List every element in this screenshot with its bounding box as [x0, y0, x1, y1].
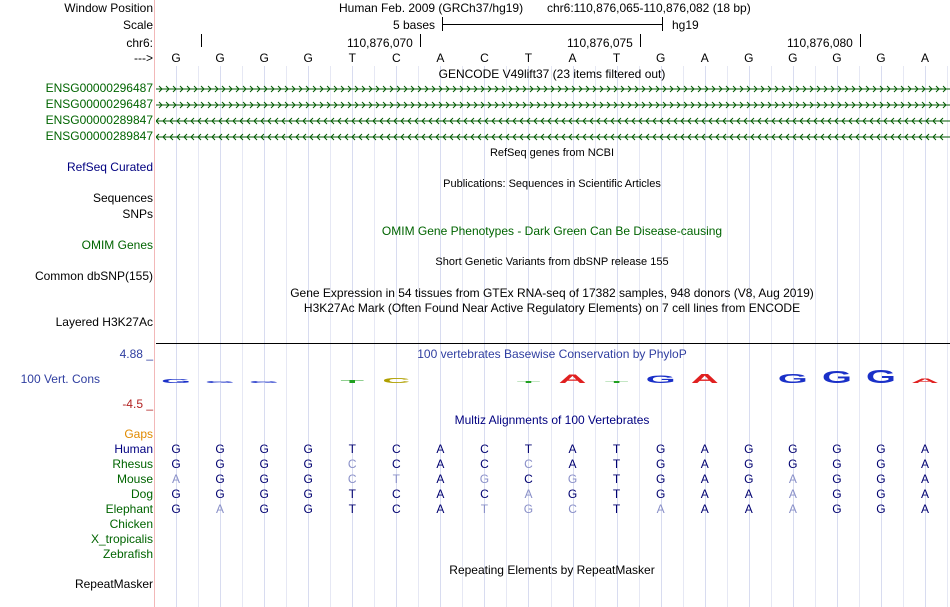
alignment-base: G [259, 457, 269, 471]
alignment-base: A [921, 442, 930, 456]
scale-label[interactable]: Scale [122, 18, 153, 32]
base-letter: T [612, 51, 621, 65]
alignment-base: G [788, 457, 798, 471]
alignment-base: C [480, 457, 489, 471]
gencode-item-label[interactable]: ENSG00000296487 [45, 81, 153, 95]
alignment-base: G [259, 472, 269, 486]
alignment-base: A [436, 502, 445, 516]
alignment-base: A [921, 472, 930, 486]
refseq-track-label[interactable]: RefSeq Curated [66, 160, 153, 174]
conservation-letter: C [382, 376, 411, 385]
alignment-base: A [788, 472, 797, 486]
alignment-base: G [171, 457, 181, 471]
alignment-base: G [259, 487, 269, 501]
species-label[interactable]: Zebrafish [102, 547, 153, 561]
species-label[interactable]: Mouse [116, 472, 153, 486]
gencode-feature[interactable] [156, 131, 950, 143]
scale-db-label: hg19 [672, 18, 699, 32]
alignment-base: G [303, 487, 313, 501]
base-letter: G [832, 51, 842, 65]
base-letter: G [876, 51, 886, 65]
conservation-letter: G [161, 378, 191, 385]
alignment-base: C [480, 487, 489, 501]
alignment-base: A [436, 472, 445, 486]
conservation-letter: T [604, 380, 629, 384]
alignment-base: G [832, 472, 842, 486]
strand-arrow-label[interactable]: ---> [134, 51, 153, 65]
species-label[interactable]: Elephant [105, 502, 153, 516]
window-position-value: chr6:110,876,065-110,876,082 (18 bp) [547, 1, 751, 15]
alignment-base: G [655, 442, 666, 456]
base-letter: G [171, 51, 181, 65]
alignment-base: G [303, 472, 313, 486]
repeatmasker-track-label[interactable]: RepeatMasker [74, 577, 153, 591]
base-letter: A [700, 51, 709, 65]
base-letter: A [568, 51, 577, 65]
sequences-track-label[interactable]: Sequences [92, 191, 153, 205]
ruler-tick [860, 34, 861, 47]
alignment-base: G [523, 502, 534, 516]
omim-track-title[interactable]: OMIM Gene Phenotypes - Dark Green Can Be Disease-causing [381, 224, 723, 238]
scale-bar [442, 17, 663, 31]
alignment-base: T [348, 502, 356, 516]
multiz-track-title[interactable]: Multiz Alignments of 100 Vertebrates [454, 413, 650, 427]
alignment-base: G [171, 487, 181, 501]
alignment-base: G [303, 502, 313, 516]
h3k27ac-baseline [156, 343, 950, 344]
alignment-base: A [171, 472, 180, 486]
alignment-base: A [568, 457, 577, 471]
species-label[interactable]: Chicken [109, 517, 153, 531]
gencode-feature[interactable] [156, 115, 950, 127]
base-letter: G [215, 51, 225, 65]
alignment-base: A [656, 502, 665, 516]
coord-label: 110,876,070 [347, 36, 413, 50]
conservation-letter: G [866, 366, 896, 388]
base-letter: A [921, 51, 930, 65]
alignment-base: C [391, 457, 401, 471]
dbsnp-track-title[interactable]: Short Genetic Variants from dbSNP release 155 [435, 256, 669, 268]
alignment-base: C [480, 442, 489, 456]
coord-label: 110,876,080 [787, 36, 853, 50]
conservation-min-label: -4.5 _ [122, 397, 153, 411]
alignment-base: G [832, 502, 842, 516]
dbsnp-track-label[interactable]: Common dbSNP(155) [34, 269, 153, 283]
alignment-base: A [921, 487, 930, 501]
alignment-base: A [436, 442, 445, 456]
alignment-base: T [348, 442, 356, 456]
alignment-base: C [391, 502, 401, 516]
alignment-base: G [876, 502, 886, 516]
alignment-base: G [876, 442, 886, 456]
gencode-item-label[interactable]: ENSG00000289847 [45, 129, 153, 143]
base-letter: G [655, 51, 666, 65]
scale-bases-label: 5 bases [393, 18, 436, 32]
alignment-base: T [612, 457, 621, 471]
ruler-tick [420, 34, 421, 47]
conservation-track-label[interactable]: 100 Vert. Cons [20, 372, 100, 386]
alignment-base: C [524, 472, 533, 486]
chrom-label[interactable]: chr6: [126, 36, 153, 50]
conservation-letter: A [690, 371, 719, 387]
gaps-label[interactable]: Gaps [124, 427, 153, 441]
conservation-letter: G [645, 373, 676, 386]
alignment-base: T [612, 502, 621, 516]
base-letter: G [259, 51, 269, 65]
alignment-base: A [700, 472, 709, 486]
alignment-base: G [303, 457, 313, 471]
alignment-base: G [259, 502, 269, 516]
alignment-base: G [567, 472, 578, 486]
alignment-base: G [215, 442, 225, 456]
ruler-tick [640, 34, 641, 47]
refseq-track-title[interactable]: RefSeq genes from NCBI [489, 147, 615, 159]
ruler-tick [201, 34, 202, 47]
h3k27ac-track-label[interactable]: Layered H3K27Ac [55, 315, 153, 329]
alignment-base: T [524, 442, 533, 456]
gencode-item-label[interactable]: ENSG00000296487 [45, 97, 153, 111]
alignment-base: T [612, 472, 621, 486]
omim-track-label[interactable]: OMIM Genes [81, 238, 153, 252]
alignment-base: A [788, 502, 797, 516]
alignment-base: A [921, 502, 930, 516]
sidebar-divider [154, 0, 155, 607]
gencode-feature[interactable] [156, 83, 950, 95]
alignment-base: G [876, 487, 886, 501]
alignment-base: T [348, 487, 356, 501]
conservation-letter: T [340, 379, 364, 384]
alignment-base: G [171, 442, 181, 456]
base-letter: G [303, 51, 313, 65]
alignment-base: C [347, 457, 357, 471]
alignment-base: G [655, 457, 666, 471]
alignment-base: G [215, 472, 225, 486]
alignment-base: C [347, 472, 357, 486]
window-position-label[interactable]: Window Position [64, 1, 153, 15]
conservation-logo [0, 355, 950, 405]
conservation-track-title[interactable]: 100 vertebrates Basewise Conservation by PhyloP [417, 347, 687, 361]
alignment-base: G [259, 442, 269, 456]
alignment-base: T [612, 487, 621, 501]
alignment-base: C [391, 487, 401, 501]
alignment-base: G [215, 487, 225, 501]
alignment-base: G [303, 442, 313, 456]
alignment-base: A [216, 502, 225, 516]
gencode-item-label[interactable]: ENSG00000289847 [45, 113, 153, 127]
alignment-base: T [392, 472, 400, 486]
alignment-base: T [612, 442, 621, 456]
alignment-base: G [744, 472, 754, 486]
alignment-base: G [876, 472, 886, 486]
alignment-base: A [436, 457, 445, 471]
alignment-base: G [479, 472, 490, 486]
base-letter: T [348, 51, 356, 65]
repeatmasker-track-title[interactable]: Repeating Elements by RepeatMasker [449, 563, 655, 577]
alignment-base: A [436, 487, 445, 501]
alignment-base: G [171, 502, 181, 516]
alignment-base: A [568, 442, 577, 456]
alignment-base: A [788, 487, 797, 501]
alignment-base: A [700, 457, 709, 471]
alignment-base: G [215, 457, 225, 471]
base-letter: A [436, 51, 445, 65]
alignment-base: T [480, 502, 489, 516]
alignment-base: G [832, 487, 842, 501]
alignment-base: G [744, 442, 754, 456]
conservation-letter: A [911, 376, 939, 385]
conservation-letter: G [777, 371, 808, 387]
conservation-letter: G [821, 367, 852, 388]
alignment-base: A [744, 487, 753, 501]
alignment-base: A [700, 502, 709, 516]
alignment-base: G [567, 487, 578, 501]
coord-label: 110,876,075 [567, 36, 633, 50]
alignment-base: G [788, 442, 798, 456]
conservation-max-label: 4.88 _ [119, 347, 153, 361]
alignment-base: G [655, 472, 666, 486]
alignment-base: G [744, 457, 754, 471]
alignment-base: G [655, 487, 666, 501]
conservation-letter: G [205, 380, 235, 384]
base-letter: C [391, 51, 401, 65]
alignment-base: A [524, 487, 533, 501]
gencode-feature[interactable] [156, 99, 950, 111]
alignment-base: G [876, 457, 886, 471]
alignment-base: A [744, 502, 753, 516]
alignment-base: A [700, 442, 709, 456]
conservation-letter: T [516, 380, 541, 384]
alignment-base: C [391, 442, 401, 456]
gtex-track-title[interactable]: Gene Expression in 54 tissues from GTEx RNA-seq of 17382 samples, 948 donors (V8, Aug 2019) [290, 286, 814, 300]
base-letter: C [480, 51, 489, 65]
alignment-base: G [832, 442, 842, 456]
species-label[interactable]: Rhesus [112, 457, 153, 471]
gencode-track-title[interactable]: GENCODE V49lift37 (23 items filtered out) [438, 67, 666, 81]
snps-track-label[interactable]: SNPs [122, 207, 153, 221]
alignment-base: G [832, 457, 842, 471]
alignment-base: A [921, 457, 930, 471]
base-letter: G [788, 51, 798, 65]
conservation-letter: G [249, 380, 280, 384]
alignment-base: C [568, 502, 577, 516]
species-label[interactable]: X_tropicalis [90, 532, 153, 546]
publications-track-title[interactable]: Publications: Sequences in Scientific Articles [443, 178, 661, 190]
h3k27ac-track-title[interactable]: H3K27Ac Mark (Often Found Near Active Regulatory Elements) on 7 cell lines from ENCODE [303, 301, 801, 315]
assembly-name: Human Feb. 2009 (GRCh37/hg19) [339, 1, 524, 15]
alignment-base: A [700, 487, 709, 501]
species-label[interactable]: Human [114, 442, 153, 456]
conservation-letter: A [558, 372, 587, 386]
species-label[interactable]: Dog [130, 487, 153, 501]
base-letter: G [744, 51, 754, 65]
alignment-base: C [524, 457, 533, 471]
base-sequence-row [0, 51, 950, 65]
base-letter: T [524, 51, 533, 65]
